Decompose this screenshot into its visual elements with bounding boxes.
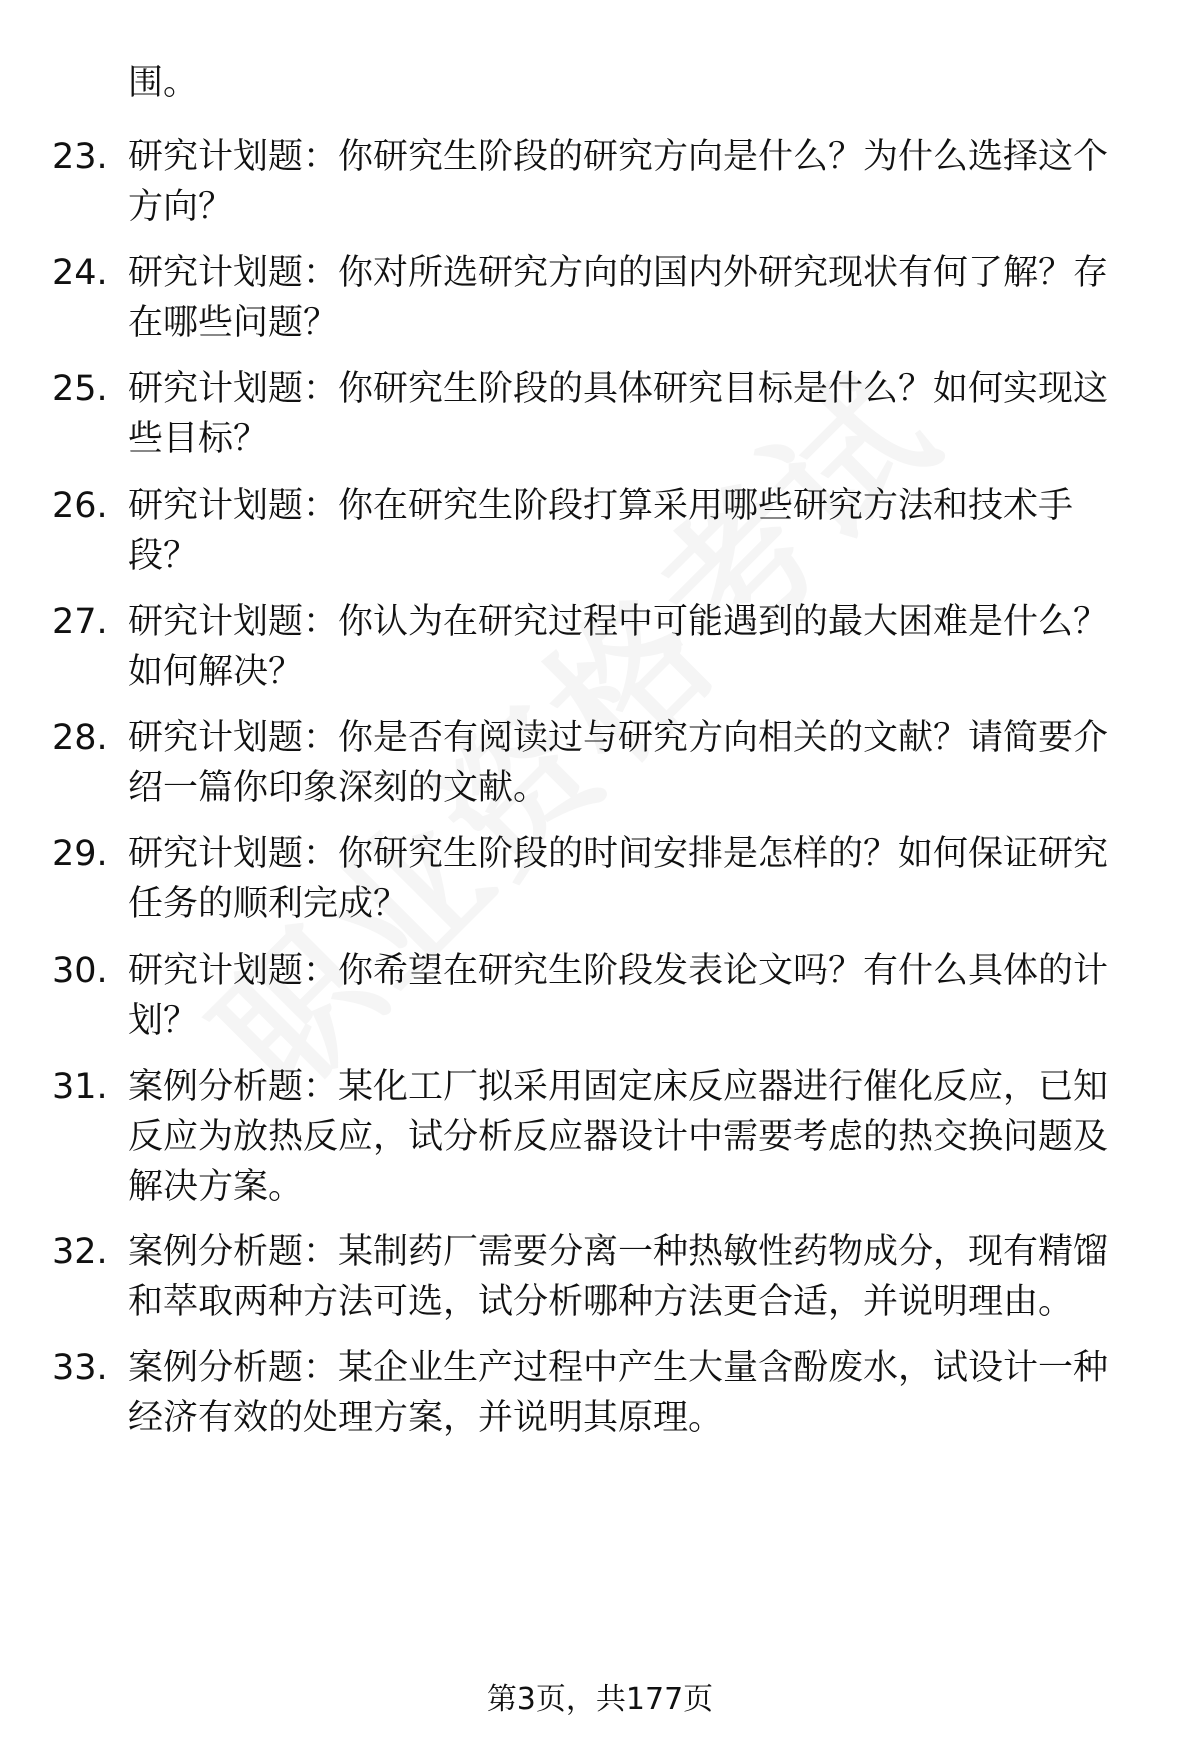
- question-item: [52, 713, 1142, 813]
- question-item: [52, 248, 1142, 348]
- question-number: 31.: [52, 1067, 108, 1107]
- question-text: 研究计划题：你认为在研究过程中可能遇到的最大困难是什么？如何解决？: [128, 602, 1109, 692]
- question-text: 研究计划题：你研究生阶段的时间安排是怎样的？如何保证研究任务的顺利完成？: [128, 834, 1109, 924]
- question-item: [52, 481, 1142, 581]
- question-text: 研究计划题：你对所选研究方向的国内外研究现状有何了解？存在哪些问题？: [128, 253, 1109, 343]
- question-number: 28.: [52, 718, 108, 758]
- question-item: [52, 1227, 1142, 1327]
- question-number: 27.: [52, 602, 108, 642]
- page-footer: 第3页，共177页: [486, 1682, 714, 1717]
- question-item: [52, 1062, 1142, 1212]
- question-text: 研究计划题：你研究生阶段的研究方向是什么？为什么选择这个方向？: [128, 137, 1109, 227]
- question-text: 研究计划题：你是否有阅读过与研究方向相关的文献？请简要介绍一篇你印象深刻的文献。: [128, 718, 1109, 808]
- question-text: 案例分析题：某化工厂拟采用固定床反应器进行催化反应，已知反应为放热反应，试分析反应器设计中需要考虑的热交换问题及解决方案。: [128, 1067, 1109, 1207]
- question-number: 29.: [52, 834, 108, 874]
- question-number: 26.: [52, 486, 108, 526]
- question-item: [52, 946, 1142, 1046]
- question-number: 33.: [52, 1348, 108, 1388]
- question-text: 案例分析题：某企业生产过程中产生大量含酚废水，试设计一种经济有效的处理方案，并说明其原理。: [128, 1348, 1109, 1438]
- question-number: 32.: [52, 1232, 108, 1272]
- question-text: 研究计划题：你在研究生阶段打算采用哪些研究方法和技术手段？: [128, 486, 1074, 576]
- question-number: 30.: [52, 951, 108, 991]
- continuation-text: 围。: [128, 63, 199, 103]
- question-item: [52, 1343, 1142, 1443]
- question-number: 24.: [52, 253, 108, 293]
- question-text: 研究计划题：你研究生阶段的具体研究目标是什么？如何实现这些目标？: [128, 369, 1109, 459]
- question-item: [52, 829, 1142, 929]
- question-text: 研究计划题：你希望在研究生阶段发表论文吗？有什么具体的计划？: [128, 951, 1109, 1041]
- question-number: 25.: [52, 369, 108, 409]
- question-item: [52, 597, 1142, 697]
- question-item: [52, 132, 1142, 232]
- question-number: 23.: [52, 137, 108, 177]
- question-item: [52, 364, 1142, 464]
- question-text: 案例分析题：某制药厂需要分离一种热敏性药物成分，现有精馏和萃取两种方法可选，试分析哪种方法更合适，并说明理由。: [128, 1232, 1109, 1322]
